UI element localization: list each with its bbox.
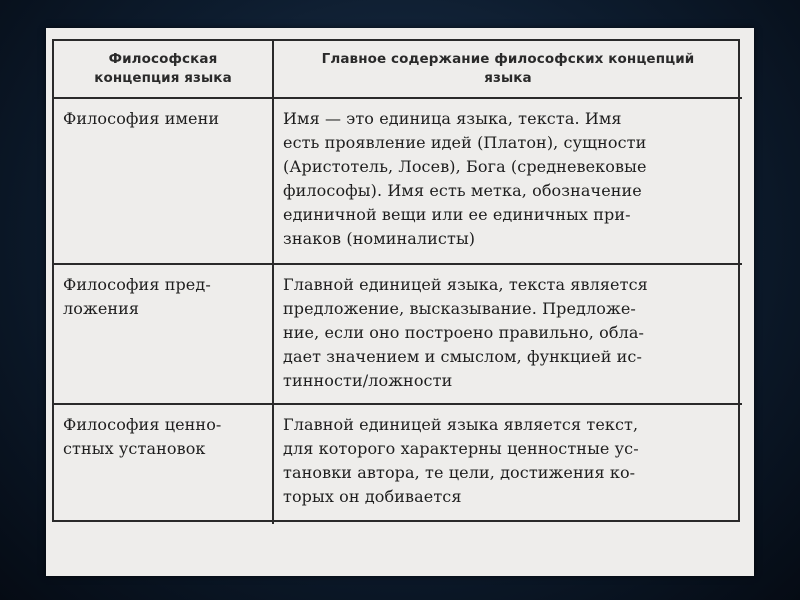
header-content: Главное содержание философских концепций языка bbox=[274, 41, 742, 99]
row-name-content: Имя — это единица языка, текста. Имя есть проявление идей (Платон), сущности (Аристотель, Лосев), Бога (средневековые философы). Имя есть метка, обозначение единичной вещи или ее единичных при- знаков (номиналисты) bbox=[274, 99, 742, 265]
row-values-concept: Философия ценно- стных установок bbox=[54, 405, 274, 524]
row-sentence-concept: Философия пред- ложения bbox=[54, 265, 274, 405]
row-sentence-content: Главной единицей языка, текста является предложение, высказывание. Предложе- ние, если оно построено правильно, обла- дает значением и смыслом, функцией ис- тинности/ложности bbox=[274, 265, 742, 405]
header-concept: Философская концепция языка bbox=[54, 41, 274, 99]
row-name-concept: Философия имени bbox=[54, 99, 274, 265]
philosophy-of-language-table bbox=[52, 39, 740, 522]
row-values-content: Главной единицей языка является текст, для которого характерны ценностные ус- тановки автора, те цели, достижения ко- торых он добивается bbox=[283, 415, 639, 506]
